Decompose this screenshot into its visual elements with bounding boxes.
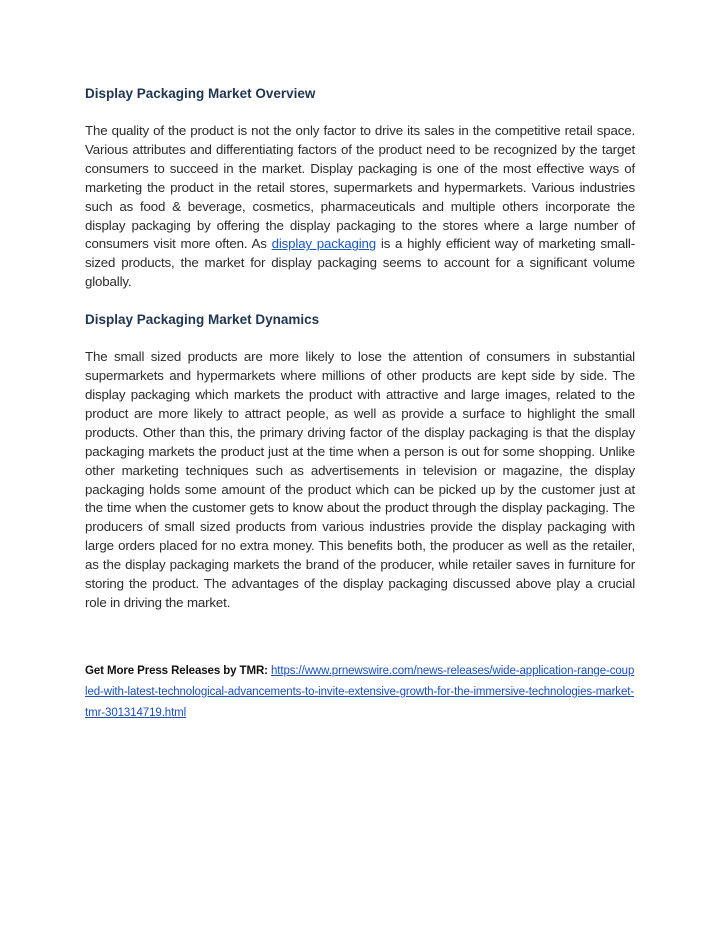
- press-release-footer: [85, 661, 635, 724]
- press-release-link[interactable]: https://www.prnewswire.com/news-releases/wide-application-range-coupled-with-latest-technological-advancements-to-invite-extensive-growth-for-the-immersive-technologies-market-tmr-301314719.html: [85, 664, 635, 719]
- press-release-label: Get More Press Releases by TMR:: [85, 664, 268, 677]
- overview-text-part2: is a highly efficient way of marketing small-sized products, the market for display packaging seems to account for a significant volume globally.: [85, 236, 635, 290]
- section-heading-overview: Display Packaging Market Overview: [85, 86, 316, 101]
- display-packaging-link[interactable]: display packaging: [271, 236, 377, 252]
- overview-text-part1: The quality of the product is not the only factor to drive its sales in the competitive retail space. Various attributes and differentiating factors of the product need to be recognized by the target consumers to succeed in the market. Display packaging is one of the most effective ways of marketing the product in the retail stores, supermarkets and hypermarkets. Various industries such as food & beverage, cosmetics, pharmaceuticals and multiple others incorporate the display packaging by offering the display packaging to the stores where a large number of consumers visit more often. As: [85, 123, 635, 252]
- section-heading-dynamics: Display Packaging Market Dynamics: [85, 312, 320, 328]
- document-page: [85, 84, 635, 724]
- dynamics-paragraph: The small sized products are more likely to lose the attention of consumers in substantial supermarkets and hypermarkets where millions of other products are kept side by side. The display packaging which markets the product with attractive and large images, related to the product are more likely to attract people, as well as provide a surface to highlight the small products. Other than this, the primary driving factor of the display packaging is that the display packaging markets the product just at the time when a person is out for some shopping. Unlike other marketing techniques such as advertisements in television or magazine, the display packaging holds some amount of the product which can be picked up by the customer just at the time when the customer gets to know about the product through the display packaging. The producers of small sized products from various industries provide the display packaging with large orders placed for no extra money. This benefits both, the producer as well as the retailer, as the display packaging markets the brand of the producer, while retailer saves in furniture for storing the product. The advantages of the display packaging discussed above play a crucial role in driving the market.: [85, 349, 635, 610]
- overview-paragraph: [85, 122, 635, 292]
